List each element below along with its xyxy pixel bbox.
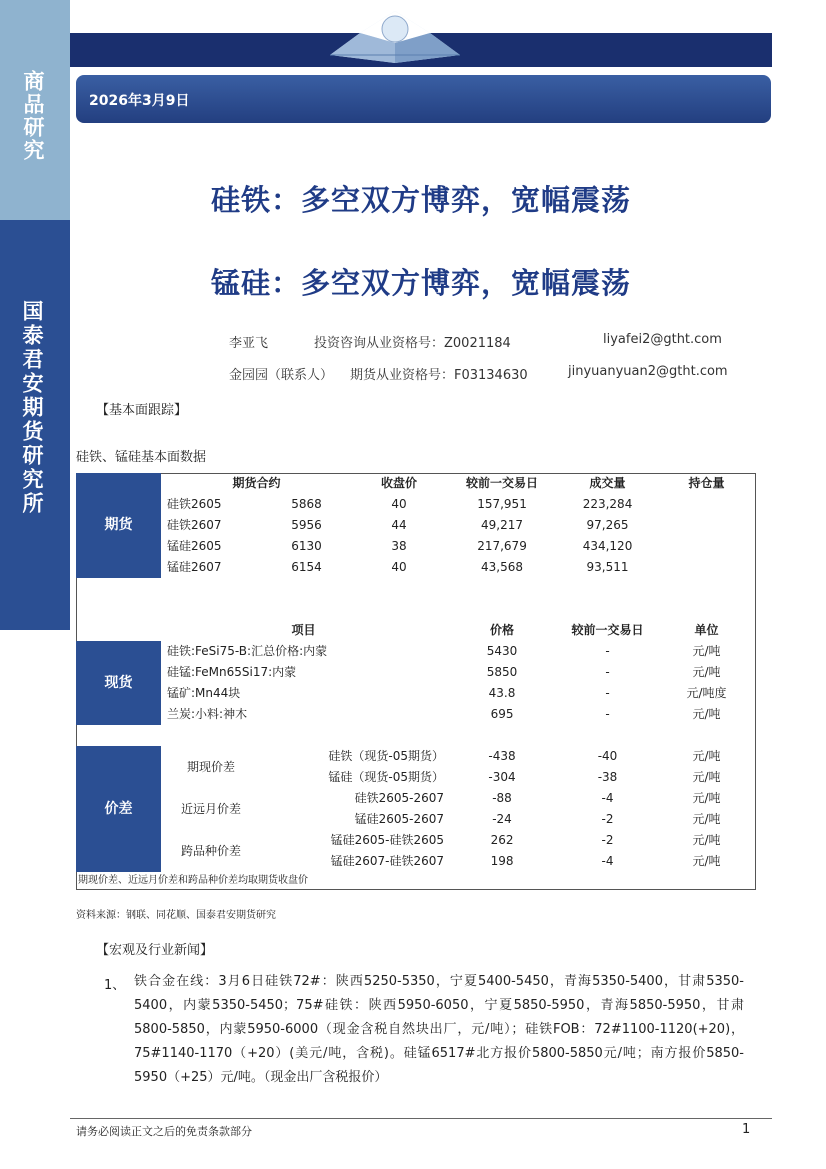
spread-value: -438 [488, 749, 516, 763]
spread-unit: 元/吨 [692, 749, 721, 763]
title-silicomanganese: 锰硅：多空双方博弈，宽幅震荡 [210, 266, 631, 300]
spread-value: -88 [492, 791, 512, 805]
spread-item: 锰硅2607-硅铁2607 [330, 854, 445, 868]
change: 44 [391, 518, 407, 532]
col-unit: 单位 [694, 623, 719, 637]
spot-change: - [605, 665, 610, 679]
section-heading-macro: 【宏观及行业新闻】 [96, 943, 214, 958]
table-row [76, 704, 756, 725]
spread-value: 262 [490, 833, 514, 847]
sidebar-label-research: 商品研究 [21, 70, 45, 162]
spread-item: 锰硅2605-硅铁2605 [330, 833, 445, 847]
table-row [76, 515, 756, 536]
section-heading-basic: 【基本面跟踪】 [96, 403, 188, 418]
spread-value: -304 [488, 770, 516, 784]
table-row [76, 641, 756, 662]
spread-item: 锰硅（现货-05期货） [328, 770, 445, 784]
col-volume: 成交量 [589, 476, 626, 490]
author-1-name: 李亚飞 [229, 336, 269, 351]
table-note-row [76, 872, 756, 890]
volume: 157,951 [477, 497, 527, 511]
spot-price: 5430 [486, 644, 518, 658]
spread-value: 198 [490, 854, 514, 868]
subgroup-cross-product: 跨品种价差 [180, 843, 241, 858]
spread-change: -40 [597, 749, 618, 763]
close-price: 5956 [291, 518, 322, 532]
table-row [76, 494, 756, 515]
change: 40 [391, 560, 407, 574]
spread-change: -2 [601, 812, 614, 826]
spot-item: 硅铁:FeSi75-B:汇总价格:内蒙 [167, 644, 328, 658]
col-close: 收盘价 [381, 476, 418, 490]
spread-change: -38 [597, 770, 618, 784]
change: 38 [391, 539, 407, 553]
report-date: 2026年3月9日 [89, 93, 190, 109]
col-item: 项目 [291, 623, 316, 637]
spot-unit: 元/吨 [692, 644, 721, 658]
spread-unit: 元/吨 [692, 770, 721, 784]
subgroup-basis: 期现价差 [186, 759, 235, 774]
data-source: 资料来源：钢联、同花顺、国泰君安期货研究 [76, 910, 276, 921]
author-2-name: 金园园（联系人） [229, 368, 334, 383]
title-ferrosilicon: 硅铁：多空双方博弈，宽幅震荡 [210, 183, 631, 217]
spacer-row [76, 578, 756, 599]
open-interest: 97,265 [586, 518, 629, 532]
spot-price: 43.8 [488, 686, 516, 700]
spread-change: -4 [601, 854, 614, 868]
futures-header-row [76, 473, 756, 494]
spot-item: 兰炭:小料:神木 [167, 707, 248, 721]
footer-divider [70, 1118, 772, 1119]
date-banner [76, 75, 771, 123]
footer-disclaimer: 请务必阅读正文之后的免责条款部分 [76, 1125, 252, 1138]
spacer-row [76, 599, 756, 620]
table-row [76, 830, 756, 851]
close-price: 6130 [291, 539, 322, 553]
spot-change: - [605, 644, 610, 658]
col-contract: 期货合约 [232, 476, 281, 490]
spot-item: 硅锰:FeMn65Si17:内蒙 [167, 665, 297, 679]
spot-change: - [605, 707, 610, 721]
author-2-email[interactable]: jinyuanyuan2@gtht.com [568, 364, 728, 379]
spot-item: 锰矿:Mn44块 [167, 686, 241, 700]
author-1-email[interactable]: liyafei2@gtht.com [603, 332, 722, 347]
group-spread: 价差 [76, 746, 161, 872]
spot-price: 5850 [486, 665, 518, 679]
close-price: 5868 [291, 497, 322, 511]
table-row [76, 683, 756, 704]
spread-item: 锰硅2605-2607 [354, 812, 445, 826]
contract-name: 锰硅2605 [167, 539, 222, 553]
spread-unit: 元/吨 [692, 791, 721, 805]
group-futures: 期货 [76, 473, 161, 578]
open-interest: 93,511 [586, 560, 629, 574]
spread-item: 硅铁2605-2607 [354, 791, 445, 805]
col-change: 较前一交易日 [466, 476, 539, 490]
group-spot: 现货 [76, 641, 161, 725]
diamond-logo-icon [320, 3, 470, 67]
table-row [76, 746, 756, 767]
open-interest: 434,120 [582, 539, 633, 553]
author-1-qualification: 投资咨询从业资格号：Z0021184 [314, 336, 511, 351]
spot-unit: 元/吨 [692, 665, 721, 679]
news-item-number: 1、 [104, 978, 126, 993]
spread-value: -24 [492, 812, 512, 826]
sidebar-label-institute: 国泰君安期货研究所 [20, 300, 44, 516]
table-caption: 硅铁、锰硅基本面数据 [76, 450, 207, 465]
subgroup-calendar: 近远月价差 [180, 801, 241, 816]
author-2-qualification: 期货从业资格号：F03134630 [350, 368, 528, 383]
contract-name: 硅铁2605 [167, 497, 222, 511]
page-number: 1 [742, 1122, 751, 1137]
spot-unit: 元/吨度 [686, 686, 727, 700]
spread-unit: 元/吨 [692, 833, 721, 847]
volume: 49,217 [481, 518, 524, 532]
spread-change: -4 [601, 791, 614, 805]
news-item-text: 铁合金在线：3月6日硅铁72#：陕西5250-5350，宁夏5400-5450，青海5350-5400，甘肃5350-5400，内蒙5350-5450；75#硅铁：陕西5950-6050，宁夏5850-5950，青海5850-5950，甘肃5800-5850，内蒙5950-6000（现金含税自然块出厂，元/吨）；硅铁FOB：72#1100-1120(+20)，75#1140-1170（+20）(美元/吨，含税)。硅锰6517#北方报价5800-5850元/吨；南方报价5850-5950（+25）元/吨。（现金出厂含税报价） [134, 974, 744, 1085]
change: 40 [391, 497, 407, 511]
table-note: 期现价差、近远月价差和跨品种价差均取期货收盘价 [78, 875, 308, 886]
spacer-row [76, 725, 756, 746]
contract-name: 锰硅2607 [167, 560, 222, 574]
volume: 43,568 [481, 560, 524, 574]
spot-change: - [605, 686, 610, 700]
col-change: 较前一交易日 [571, 623, 644, 637]
spread-change: -2 [601, 833, 614, 847]
contract-name: 硅铁2607 [167, 518, 222, 532]
spread-unit: 元/吨 [692, 854, 721, 868]
spot-unit: 元/吨 [692, 707, 721, 721]
spread-item: 硅铁（现货-05期货） [328, 749, 445, 763]
spot-header-row [76, 620, 756, 641]
table-row [76, 662, 756, 683]
col-open-interest: 持仓量 [688, 476, 725, 490]
spread-unit: 元/吨 [692, 812, 721, 826]
fundamentals-table [76, 473, 756, 890]
table-row [76, 557, 756, 578]
col-price: 价格 [490, 623, 515, 637]
close-price: 6154 [291, 560, 322, 574]
open-interest: 223,284 [582, 497, 633, 511]
volume: 217,679 [477, 539, 527, 553]
table-row [76, 536, 756, 557]
spot-price: 695 [490, 707, 514, 721]
table-row [76, 788, 756, 809]
